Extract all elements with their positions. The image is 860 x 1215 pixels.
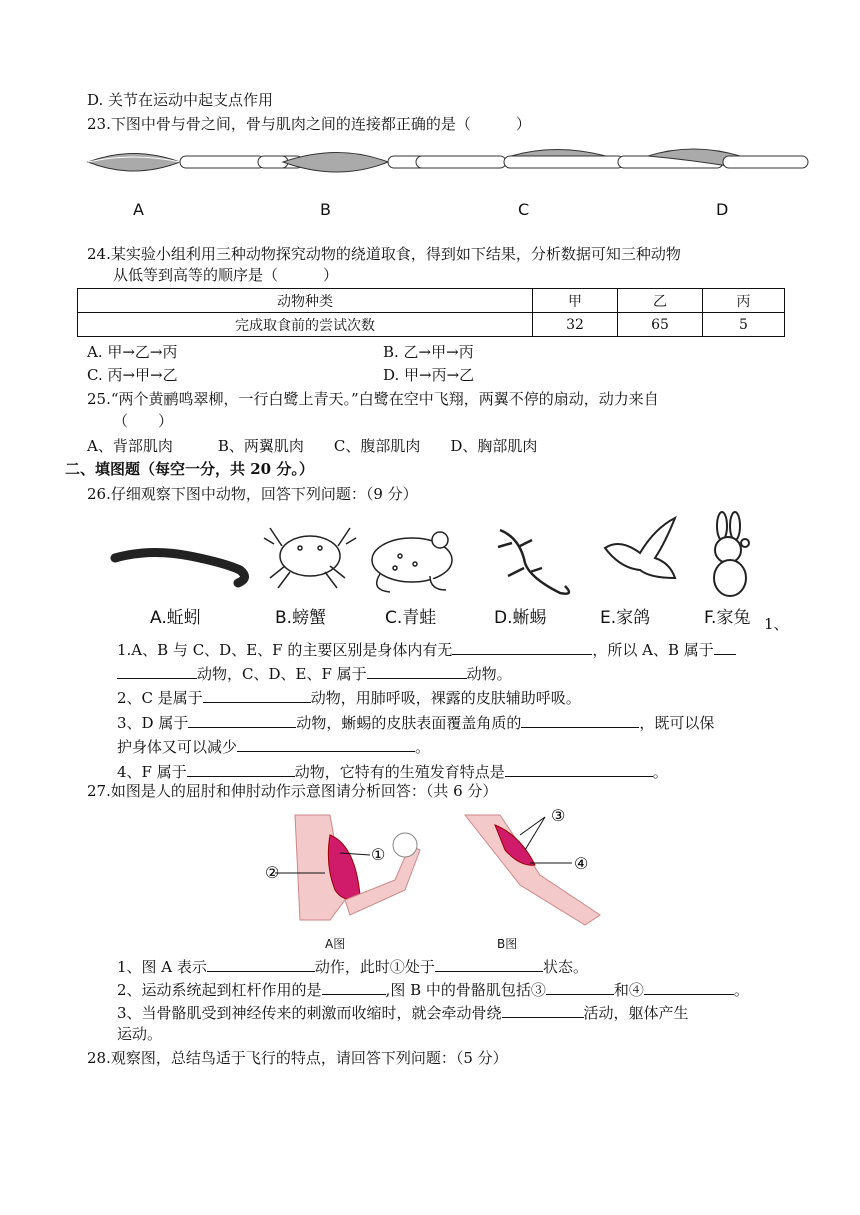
answer-blank[interactable] [644,978,734,995]
q25-options: A、背部肌肉 B、两翼肌肉 C、腹部肌肉 D、胸部肌肉 [87,437,538,455]
table-row [78,313,785,337]
q27-stem: 27.如图是人的屈肘和伸肘动作示意图请分析回答：（共 6 分） [87,782,498,800]
answer-blank[interactable] [714,638,736,655]
q24-option-c: C. 丙→甲→乙 [87,366,178,384]
animal-label-b: B.螃蟹 [275,608,327,628]
dove-icon [605,518,675,578]
q25-stem-line1: 25.“两个黄鹂鸣翠柳，一行白鹭上青天。”白鹭在空中飞翔，两翼不停的扇动，动力来自 [87,390,659,408]
table-header-cell: 乙 [618,289,703,313]
crab-icon [264,528,356,588]
frog-icon [372,532,452,592]
q26-s3-line1: 3、D 属于 动物，蜥蜴的皮肤表面覆盖角质的 ，既可以保 [117,711,714,733]
answer-blank[interactable] [188,711,296,728]
animal-figures [0,508,860,608]
answer-blank[interactable] [322,978,386,995]
table-header-cell: 甲 [533,289,618,313]
answer-blank[interactable] [187,760,295,777]
marker-4: ④ [574,854,589,873]
q27-s2: 2、运动系统起到杠杆作用的是 ,图 B 中的骨骼肌包括③ 和④ 。 [117,978,749,1000]
answer-blank[interactable] [521,711,639,728]
table-cell: 65 [618,313,703,337]
animal-label-f: F.家兔 [704,608,751,628]
table-cell: 完成取食前的尝试次数 [78,313,533,337]
lizard-icon [498,530,569,594]
q27-s1: 1、图 A 表示 动作，此时①处于 状态。 [117,955,588,977]
table-header-cell: 丙 [703,289,785,313]
answer-blank[interactable] [505,760,653,777]
q24-stem-line2: 从低等到高等的顺序是（ ） [113,266,339,284]
fig-label-b: B [320,200,331,219]
answer-blank[interactable] [452,638,592,655]
answer-blank[interactable] [502,1001,584,1018]
arm-flexed-icon [275,815,420,920]
answer-blank[interactable] [435,955,543,972]
animal-label-a: A.蚯蚓 [150,608,201,628]
q24-option-b: B. 乙→甲→丙 [383,343,474,361]
q26-stem: 26.仔细观察下图中动物，回答下列问题：（9 分） [87,485,418,503]
answer-blank[interactable] [237,735,415,752]
q26-s1-line2: 动物，C、D、E、F 属于 动物。 [117,662,512,684]
figure-d [618,149,808,168]
answer-blank[interactable] [203,686,311,703]
marker-3: ③ [551,806,566,825]
fig-label-c: C [518,200,530,219]
q26-s2: 2、C 是属于 动物，用肺呼吸，裸露的皮肤辅助呼吸。 [117,686,581,708]
stray-marker: 1、 [764,615,789,633]
q24-option-a: A. 甲→乙→丙 [87,343,178,361]
q24-option-d: D. 甲→丙→乙 [383,366,475,384]
q26-s1-line1: 1.A、B 与 C、D、E、F 的主要区别是身体内有无 ，所以 A、B 属于 [117,638,736,660]
q24-table [77,288,785,337]
table-row [78,289,785,313]
q27-s3-line2: 运动。 [117,1025,163,1043]
arm-figures [0,805,860,935]
figure-c [416,150,624,169]
marker-2: ② [265,863,280,882]
marker-1: ① [371,845,386,864]
bone-muscle-figures [0,140,860,200]
q22-option-d: D. 关节在运动中起支点作用 [87,91,274,109]
rabbit-icon [714,512,749,596]
earthworm-icon [115,552,245,583]
q23-stem: 23.下图中骨与骨之间，骨与肌肉之间的连接都正确的是（ ） [87,115,531,133]
table-cell: 5 [703,313,785,337]
answer-blank[interactable] [117,662,197,679]
answer-blank[interactable] [207,955,315,972]
animal-label-e: E.家鸽 [600,608,651,628]
q24-stem-line1: 24.某实验小组利用三种动物探究动物的绕道取食，得到如下结果，分析数据可知三种动物 [87,245,681,263]
answer-blank[interactable] [367,662,467,679]
q26-s4: 4、F 属于 动物，它特有的生殖发育特点是 。 [117,760,668,782]
q26-s3-line2: 护身体又可以减少 。 [117,735,430,757]
table-header-cell: 动物种类 [78,289,533,313]
fig-label-a: A [133,200,144,219]
fig-label-d: D [716,200,729,219]
table-cell: 32 [533,313,618,337]
q28-stem: 28.观察图，总结鸟适于飞行的特点，请回答下列问题：（5 分） [87,1049,508,1067]
animal-label-c: C.青蛙 [385,608,437,628]
q27-s3-line1: 3、当骨骼肌受到神经传来的刺激而收缩时，就会牵动骨绕 活动，躯体产生 [117,1001,689,1023]
section2-heading: 二、填图题（每空一分，共 20 分。） [65,460,314,478]
fig-label-b-arm: B图 [497,937,518,951]
animal-label-d: D.蜥蜴 [494,608,547,628]
q25-stem-line2: （ ） [113,412,174,430]
fig-label-a-arm: A图 [325,937,346,951]
answer-blank[interactable] [546,978,614,995]
